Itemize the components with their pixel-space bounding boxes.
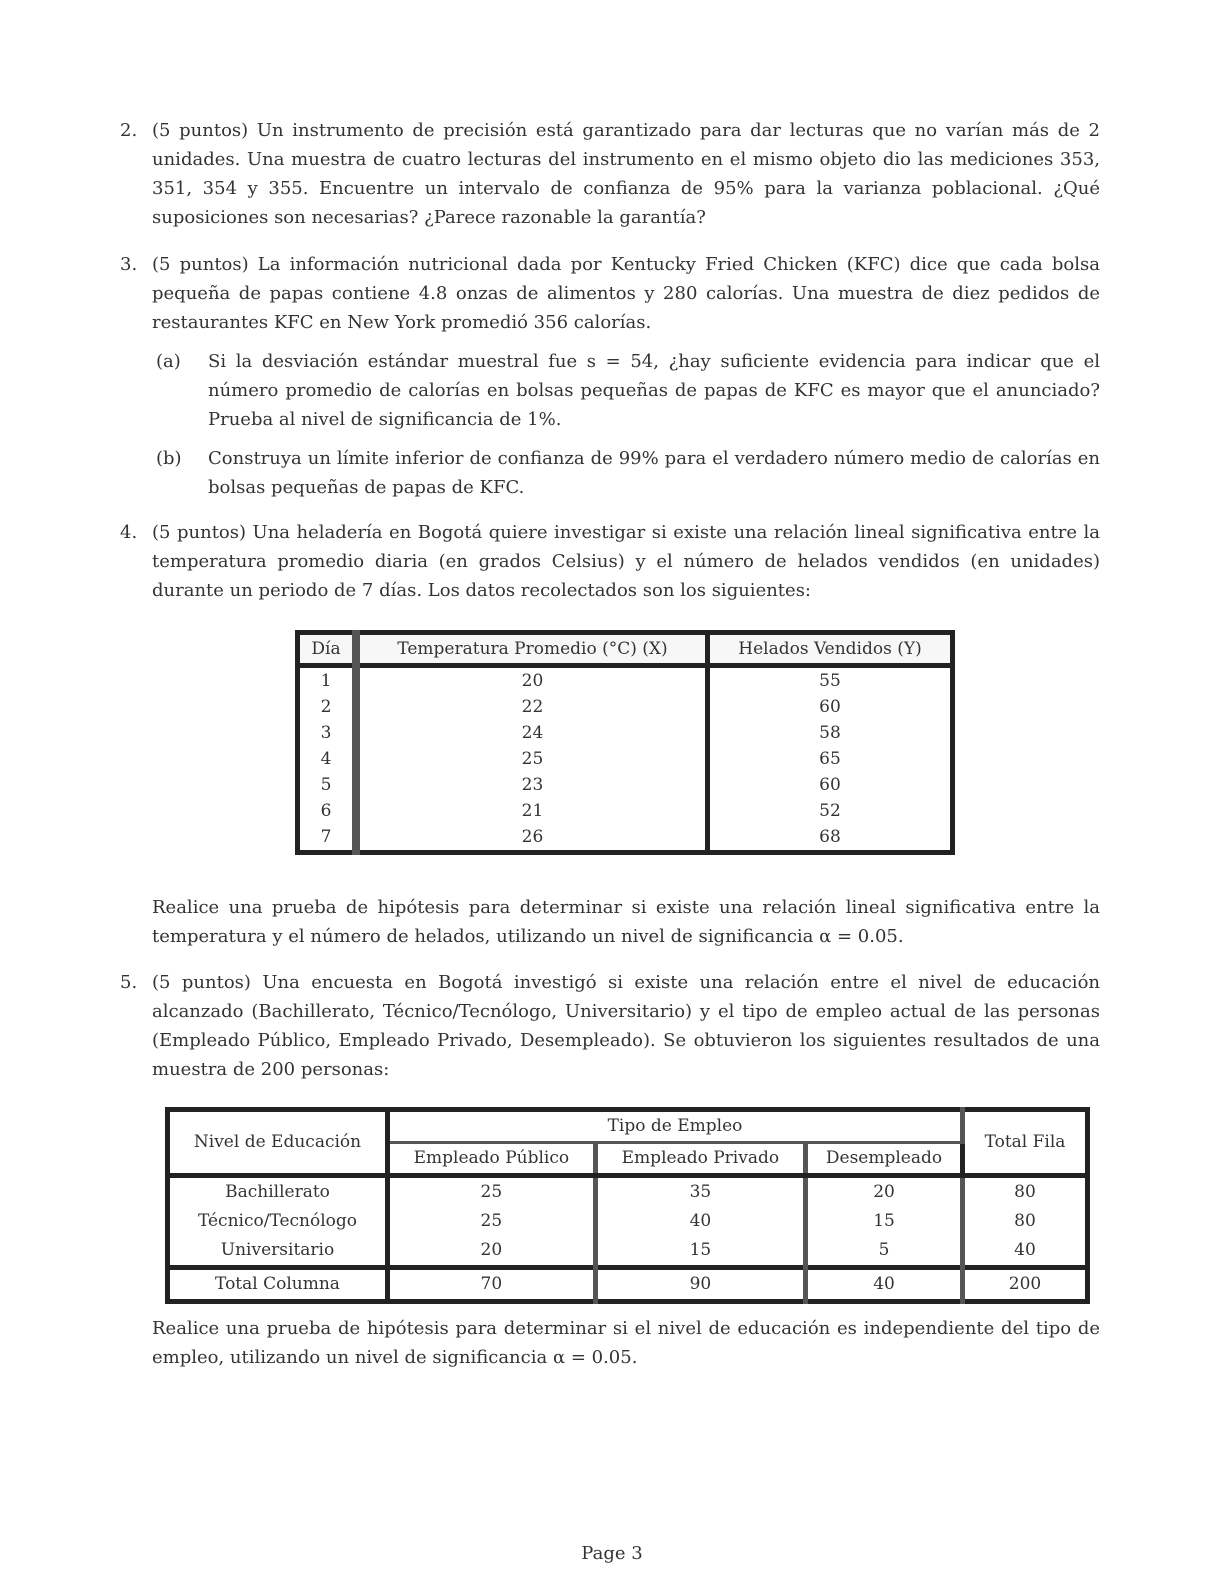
column-header-sales: Helados Vendidos (Y) [708,633,953,666]
table-row [298,694,953,720]
column-header-temperature: Temperatura Promedio (°C) (X) [356,633,708,666]
hypothesis-instruction-5: Realice una prueba de hipótesis para determinar si el nivel de educación es independiente del tipo de empleo, utilizando un nivel de significancia α = 0.05. [152,1318,1100,1368]
count-cell: 40 [595,1207,805,1236]
problem-number: 2. [120,120,138,141]
part-label: (a) [156,351,181,372]
table-row [298,824,953,853]
part-text: Si la desviación estándar muestral fue s = 54, ¿hay suficiente evidencia para indicar que el número promedio de calorías en bolsas pequeñas de papas de KFC es mayor que el anunciado? Prueba al nivel de significancia de 1%. [208,351,1100,430]
temperature-cell: 23 [356,772,708,798]
group-header-employment: Tipo de Empleo [388,1110,963,1143]
count-cell: 5 [806,1236,963,1268]
column-header-private: Empleado Privado [595,1143,805,1176]
temperature-cell: 24 [356,720,708,746]
table-row [298,798,953,824]
column-header-row-total: Total Fila [963,1110,1088,1176]
grand-total-cell: 200 [963,1268,1088,1302]
count-cell: 25 [388,1176,596,1208]
day-cell: 1 [298,666,357,695]
column-total-cell: 90 [595,1268,805,1302]
problem-text: (5 puntos) Una heladería en Bogotá quiere investigar si existe una relación lineal significativa entre la temperatura promedio diaria (en grados Celsius) y el número de helados vendidos (en unidades) durante un periodo de 7 días. Los datos recolectados son los siguientes: [152,522,1100,601]
day-cell: 6 [298,798,357,824]
sales-cell: 68 [819,827,841,847]
problem-text: (5 puntos) Una encuesta en Bogotá investigó si existe una relación entre el nivel de educación alcanzado (Bachillerato, Técnico/Tecnólogo, Universitario) y el tipo de empleo actual de las personas (Empleado Público, Empleado Privado, Desempleado). Se obtuvieron los siguientes resultados de una muestra de 200 personas: [152,972,1100,1080]
ice-cream-data-table [295,630,955,855]
day-cell: 5 [298,772,357,798]
column-header-unemployed: Desempleado [806,1143,963,1176]
count-cell: 20 [388,1236,596,1268]
problem-part-b [156,444,1100,502]
count-cell: 15 [595,1236,805,1268]
row-total-cell: 80 [963,1207,1088,1236]
education-level-cell: Bachillerato [168,1176,388,1208]
problem-number: 5. [120,972,138,993]
page-number: Page 3 [581,1543,643,1564]
day-cell: 7 [298,824,357,853]
column-header-public: Empleado Público [388,1143,596,1176]
table-row [298,666,953,695]
count-cell: 35 [595,1176,805,1208]
day-cell: 2 [298,694,357,720]
count-cell: 20 [806,1176,963,1208]
day-cell: 4 [298,746,357,772]
column-total-cell: 40 [806,1268,963,1302]
count-cell: 15 [806,1207,963,1236]
problem-5 [120,968,1100,1084]
contingency-table [165,1107,1090,1304]
education-level-cell: Universitario [168,1236,388,1268]
sales-cell: 60 [819,775,841,795]
problem-number: 4. [120,522,138,543]
sales-cell: 60 [819,697,841,717]
sales-cell: 65 [819,749,841,769]
column-total-cell: 70 [388,1268,596,1302]
hypothesis-instruction-4: Realice una prueba de hipótesis para determinar si existe una relación lineal significativa entre la temperatura y el número de helados, utilizando un nivel de significancia α = 0.05. [152,897,1100,947]
problem-text: (5 puntos) La información nutricional dada por Kentucky Fried Chicken (KFC) dice que cada bolsa pequeña de papas contiene 4.8 onzas de alimentos y 280 calorías. Una muestra de diez pedidos de restaurantes KFC en New York promedió 356 calorías. [152,254,1100,333]
count-cell: 25 [388,1207,596,1236]
temperature-cell: 21 [356,798,708,824]
part-label: (b) [156,448,182,469]
row-total-cell: 40 [963,1236,1088,1268]
totals-row [168,1268,1088,1302]
table-row [168,1207,1088,1236]
problem-text: (5 puntos) Un instrumento de precisión está garantizado para dar lecturas que no varían más de 2 unidades. Una muestra de cuatro lecturas del instrumento en el mismo objeto dio las mediciones 353, 351, 354 y 355. Encuentre un intervalo de confianza de 95% para la varianza poblacional. ¿Qué suposiciones son necesarias? ¿Parece razonable la garantía? [152,120,1100,228]
sales-cell: 52 [819,801,841,821]
sales-cell: 55 [819,671,841,691]
education-level-cell: Técnico/Tecnólogo [168,1207,388,1236]
row-header-education: Nivel de Educación [168,1110,388,1176]
problem-part-a [156,347,1100,434]
table-row [168,1176,1088,1208]
part-text: Construya un límite inferior de confianza de 99% para el verdadero número medio de calorías en bolsas pequeñas de papas de KFC. [208,448,1100,498]
row-total-cell: 80 [963,1176,1088,1208]
day-cell: 3 [298,720,357,746]
sales-cell: 58 [819,723,841,743]
temperature-cell: 20 [356,666,708,695]
temperature-cell: 22 [356,694,708,720]
problem-3 [120,250,1100,502]
table-row [298,720,953,746]
table-row [168,1236,1088,1268]
temperature-cell: 26 [356,824,708,853]
problem-2 [120,116,1100,232]
temperature-cell: 25 [356,746,708,772]
totals-label-cell: Total Columna [168,1268,388,1302]
problem-number: 3. [120,254,138,275]
column-header-day: Día [298,633,357,666]
table-row [298,772,953,798]
problem-4 [120,518,1100,605]
table-row [298,746,953,772]
